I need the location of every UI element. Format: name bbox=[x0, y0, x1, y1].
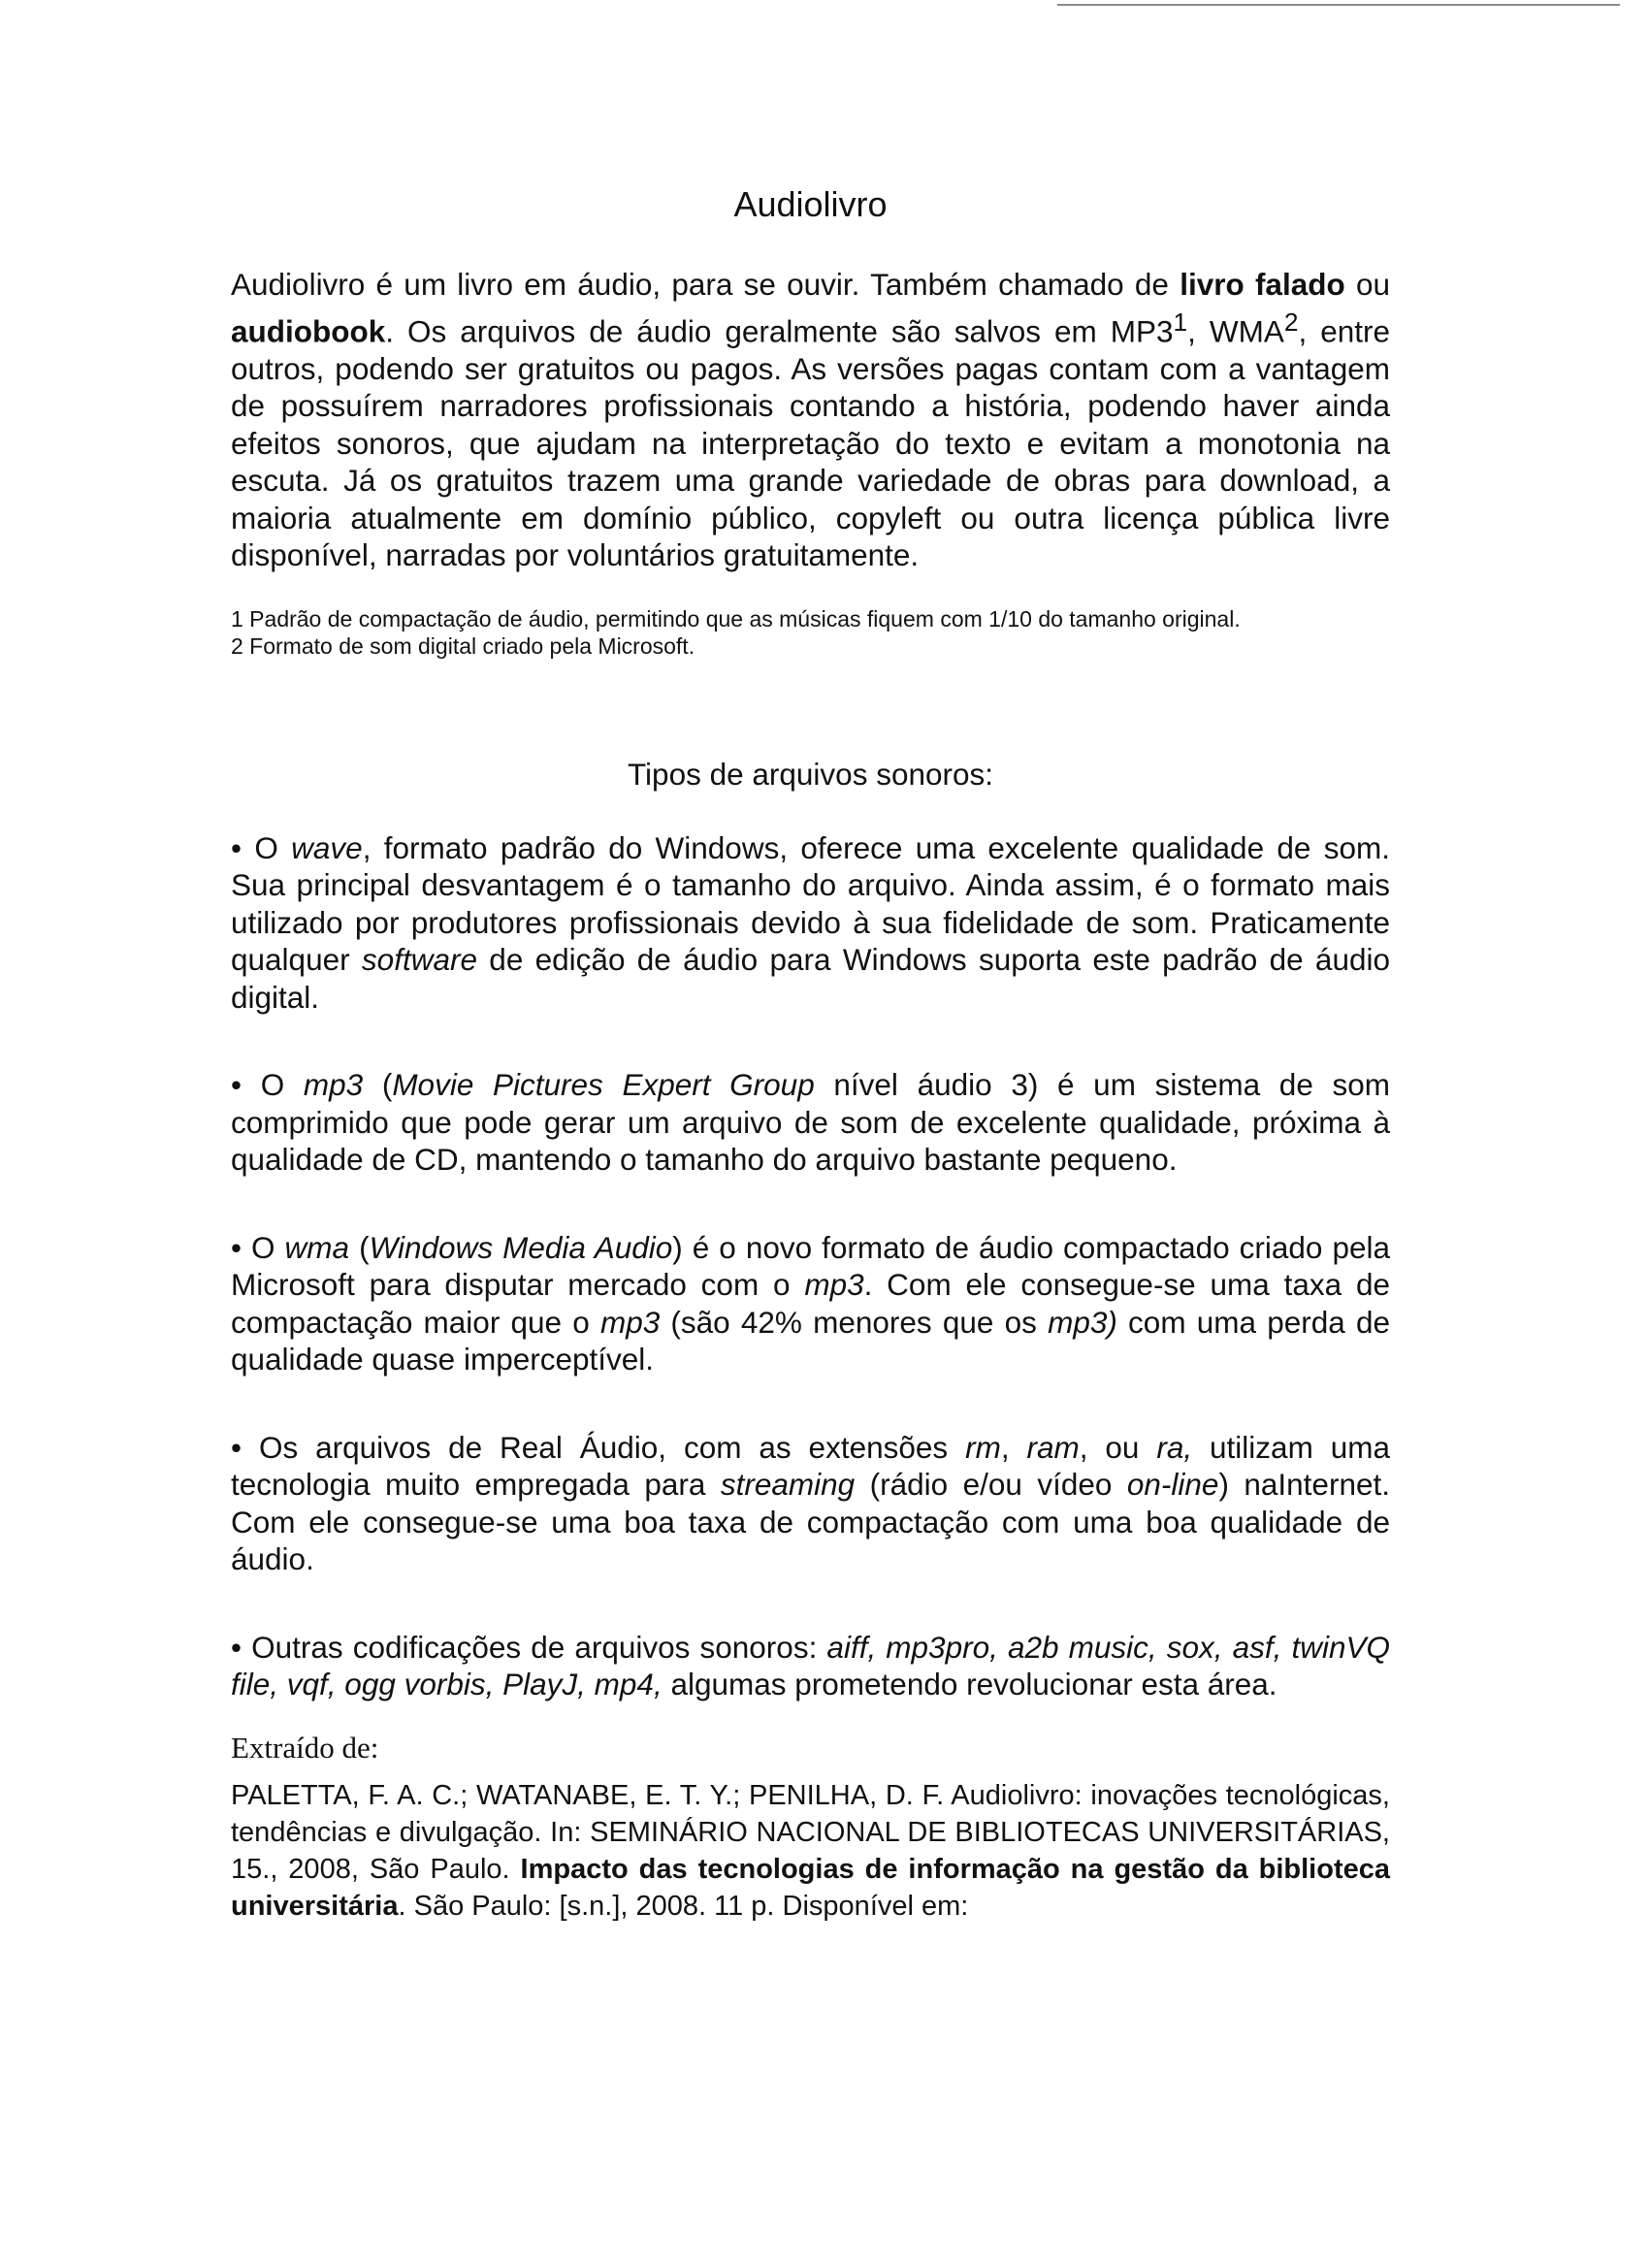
item-term: rm bbox=[965, 1429, 1001, 1465]
item-term: mp3 bbox=[303, 1067, 364, 1102]
item-text: O bbox=[242, 1067, 304, 1102]
reference bbox=[231, 1777, 1390, 1925]
intro-text: ou bbox=[1344, 267, 1390, 302]
intro-text: , entre outros, podendo ser gratuitos ou pagos. As versões pagas contam com a vantagem de possuírem narradores profissionais contando a história, podendo haver ainda efeitos sonoros, que ajudam na interpretação do texto e evitam a monotonia na escuta. Já os gratuitos trazem uma grande variedade de obras para download, a maioria atualmente em domínio público, copyleft ou outra licença pública livre disponível, narradas por voluntários gratuitamente. bbox=[231, 313, 1390, 572]
page-title: Audiolivro bbox=[733, 184, 888, 224]
scan-edge-line bbox=[1057, 4, 1620, 6]
list-item-wma bbox=[231, 1229, 1390, 1378]
item-term: software bbox=[361, 942, 477, 977]
item-text: nível áudio 3) é um sistema de som comprimido que pode gerar um arquivo de som de excelente qualidade, próxima à qualidade de CD, mantendo o tamanho do arquivo bastante pequeno. bbox=[231, 1067, 1391, 1177]
item-text: , formato padrão do Windows, oferece uma excelente qualidade de som. Sua principal desvantagem é o tamanho do arquivo. Ainda assim, é o formato mais utilizado por produtores profissionais devido à sua fidelidade de som. Praticamente qualquer bbox=[231, 829, 1390, 977]
item-text: , bbox=[1000, 1429, 1027, 1465]
item-text: (rádio e/ou vídeo bbox=[855, 1467, 1127, 1502]
bullet: • bbox=[231, 1067, 242, 1102]
intro-text: . Os arquivos de áudio geralmente são salvos em MP3 bbox=[385, 313, 1174, 348]
footnotes bbox=[231, 605, 1390, 660]
item-term: ra, bbox=[1156, 1429, 1193, 1465]
item-term: aiff, mp3pro, a2b music, sox, asf, twinVQ file, vqf, ogg vorbis, PlayJ, mp4, bbox=[231, 1629, 1390, 1701]
item-text: Outras codificações de arquivos sonoros: bbox=[242, 1629, 827, 1665]
item-text: utilizam uma tecnologia muito empregada para bbox=[231, 1429, 1391, 1502]
item-term: mp3 bbox=[599, 1304, 661, 1340]
intro-text: Audiolivro é um livro em áudio, para se ouvir. Também chamado de bbox=[231, 267, 1180, 302]
list-item-wave bbox=[231, 829, 1390, 1017]
term-audiobook: audiobook bbox=[231, 313, 386, 348]
term-livro-falado: livro falado bbox=[1180, 267, 1345, 302]
reference-text: PALETTA, F. A. C.; WATANABE, E. T. Y.; PENILHA, D. F. Audiolivro: inovações tecnológicas, tendências e divulgação. In: SEMINÁRIO NACIONAL DE BIBLIOTECAS UNIVERSITÁRIAS, 15., 2008, São Paulo. bbox=[231, 1779, 1390, 1885]
footnote-1: 1 Padrão de compactação de áudio, permitindo que as músicas fiquem com 1/10 do tamanho original. bbox=[231, 605, 1241, 632]
reference-text: . São Paulo: [s.n.], 2008. 11 p. Disponível em: bbox=[398, 1890, 969, 1922]
item-text: (são 42% menores que os bbox=[660, 1304, 1049, 1340]
item-text: com uma perda de qualidade quase imperceptível. bbox=[231, 1304, 1391, 1377]
item-text: O bbox=[242, 829, 292, 865]
bullet: • bbox=[231, 1229, 242, 1265]
item-term: streaming bbox=[720, 1467, 856, 1502]
item-text: ) é o novo formato de áudio compactado criado pela Microsoft para disputar mercado com o bbox=[231, 1229, 1391, 1302]
intro-text: , WMA bbox=[1187, 313, 1284, 348]
item-text: algumas prometendo revolucionar esta área. bbox=[662, 1667, 1277, 1701]
document-page bbox=[231, 184, 1390, 1925]
item-term: Windows Media Audio bbox=[369, 1229, 673, 1265]
item-term: mp3) bbox=[1048, 1304, 1117, 1340]
item-text: ( bbox=[349, 1229, 370, 1265]
item-text: , ou bbox=[1079, 1429, 1157, 1465]
list-item-mp3 bbox=[231, 1066, 1390, 1179]
section-title: Tipos de arquivos sonoros: bbox=[627, 756, 994, 792]
item-term: wma bbox=[284, 1229, 350, 1265]
item-term: Movie Pictures Expert Group bbox=[392, 1067, 815, 1102]
item-term: wave bbox=[291, 829, 363, 865]
item-text: ( bbox=[363, 1067, 393, 1102]
item-text: Os arquivos de Real Áudio, com as extensões bbox=[242, 1429, 966, 1465]
item-term: ram bbox=[1026, 1429, 1080, 1465]
list-item-real-audio bbox=[231, 1429, 1390, 1578]
list-item-others bbox=[231, 1629, 1390, 1703]
item-term: mp3 bbox=[804, 1267, 864, 1302]
bullet: • bbox=[231, 1429, 242, 1465]
bullet: • bbox=[231, 1629, 242, 1665]
item-text: ) naInternet. Com ele consegue-se uma boa taxa de compactação com uma boa qualidade de áudio. bbox=[231, 1467, 1390, 1576]
footnote-2: 2 Formato de som digital criado pela Microsoft. bbox=[231, 632, 695, 659]
item-text: de edição de áudio para Windows suporta este padrão de áudio digital. bbox=[231, 942, 1391, 1015]
reference-title: Impacto das tecnologias de informação na gestão da biblioteca universitária bbox=[231, 1853, 1390, 1922]
footnote-ref-2: 2 bbox=[1283, 307, 1299, 337]
bullet: • bbox=[231, 829, 242, 865]
item-term: on-line bbox=[1126, 1467, 1219, 1502]
footnote-ref-1: 1 bbox=[1173, 307, 1188, 337]
item-text: . Com ele consegue-se uma taxa de compactação maior que o bbox=[231, 1267, 1390, 1340]
source-label: Extraído de: bbox=[231, 1730, 379, 1765]
intro-paragraph bbox=[231, 266, 1390, 574]
item-text: O bbox=[242, 1229, 285, 1265]
